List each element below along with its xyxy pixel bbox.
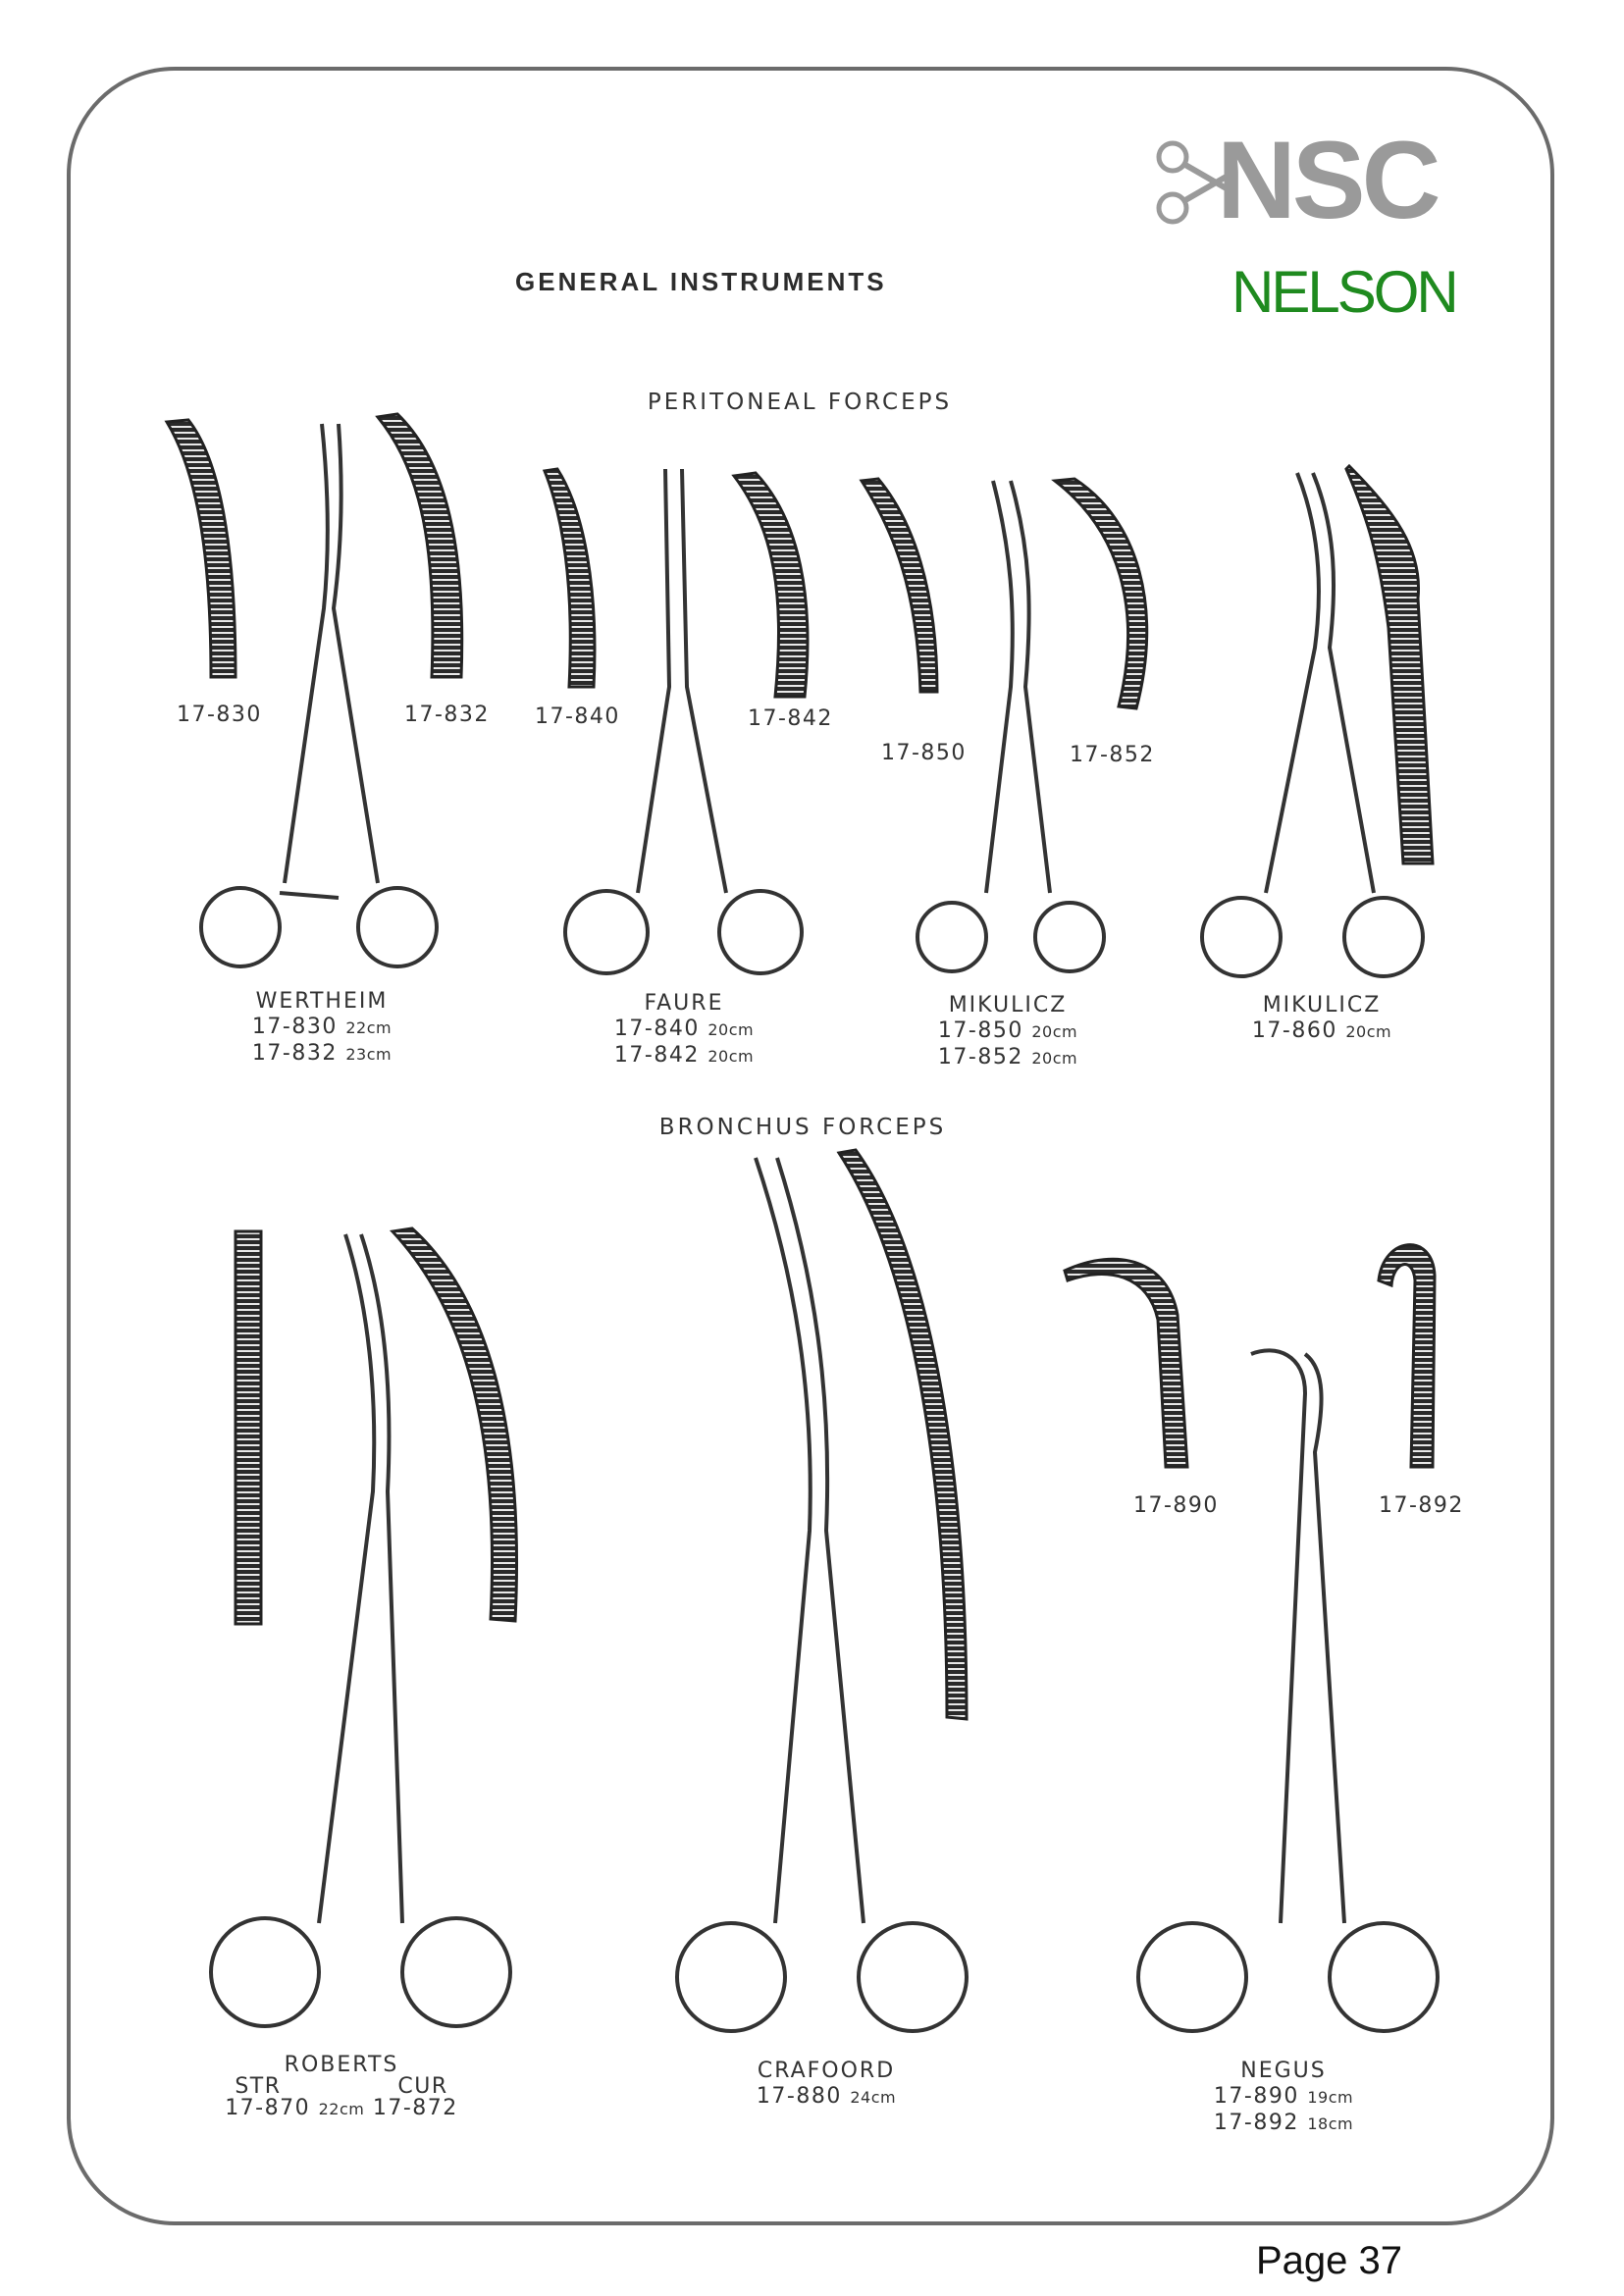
jaw-17-890	[1065, 1259, 1187, 1467]
product-name: MIKULICZ	[1262, 993, 1382, 1018]
product-name: WERTHEIM	[255, 989, 389, 1014]
jaw-17-850	[862, 479, 937, 692]
product-label-roberts	[225, 2053, 458, 2122]
product-label-faure	[614, 991, 754, 1070]
jaw-17-840	[545, 469, 595, 687]
jaw-crafoord	[839, 1150, 967, 1719]
product-line: 17-890 19cm	[1213, 2084, 1354, 2109]
tip-code: 17-852	[1070, 743, 1155, 767]
product-label-negus	[1214, 2059, 1353, 2137]
jaw-17-852	[1055, 479, 1147, 708]
tip-code: 17-892	[1379, 1493, 1464, 1518]
forceps-crafoord	[677, 1158, 967, 2031]
product-label-mikulicz-2	[1252, 993, 1391, 1045]
tip-code: 17-842	[748, 706, 833, 731]
page-number: Page 37	[1256, 2239, 1403, 2282]
section-title-peritoneal: PERITONEAL FORCEPS	[647, 390, 953, 415]
product-line: 17-840 20cm	[613, 1017, 755, 1041]
product-line: 17-892 18cm	[1213, 2111, 1354, 2135]
product-line: 17-830 22cm	[251, 1015, 393, 1039]
product-name: ROBERTS	[284, 2053, 399, 2077]
section-title-bronchus: BRONCHUS FORCEPS	[658, 1115, 947, 1140]
forceps-mikulicz-1	[917, 481, 1104, 971]
jaw-17-832	[378, 414, 462, 677]
product-label-mikulicz-1	[938, 993, 1077, 1071]
product-name: MIKULICZ	[948, 993, 1068, 1018]
jaw-17-830	[167, 420, 236, 677]
forceps-wertheim	[201, 424, 437, 966]
tip-code: 17-830	[177, 703, 262, 727]
tip-code: 17-890	[1133, 1493, 1219, 1518]
tip-code: 17-832	[404, 703, 490, 727]
product-label-crafoord	[757, 2059, 896, 2111]
page-title: GENERAL INSTRUMENTS	[515, 267, 887, 296]
product-line: 17-880 24cm	[756, 2084, 897, 2109]
jaw-roberts-straight	[236, 1231, 261, 1624]
product-line: 17-860 20cm	[1251, 1018, 1392, 1043]
product-line: 17-850 20cm	[937, 1018, 1078, 1043]
product-line: 17-852 20cm	[937, 1045, 1078, 1070]
product-name: FAURE	[644, 991, 724, 1016]
product-variants: STR CUR	[235, 2074, 448, 2099]
product-name: CRAFOORD	[757, 2059, 896, 2083]
product-label-wertheim	[252, 989, 392, 1068]
tip-code: 17-840	[535, 704, 620, 729]
product-line: 17-832 23cm	[251, 1041, 393, 1066]
jaw-17-842	[734, 473, 808, 697]
logo-brand-name: NELSON	[1231, 259, 1456, 325]
product-line: 17-870 22cm 17-872	[225, 2096, 458, 2120]
logo-mark: NSC	[1217, 119, 1438, 241]
tip-code: 17-850	[881, 741, 967, 765]
product-line: 17-842 20cm	[613, 1043, 755, 1068]
product-name: NEGUS	[1240, 2059, 1327, 2083]
jaw-roberts-curved	[393, 1228, 517, 1621]
jaw-17-892	[1379, 1245, 1435, 1467]
